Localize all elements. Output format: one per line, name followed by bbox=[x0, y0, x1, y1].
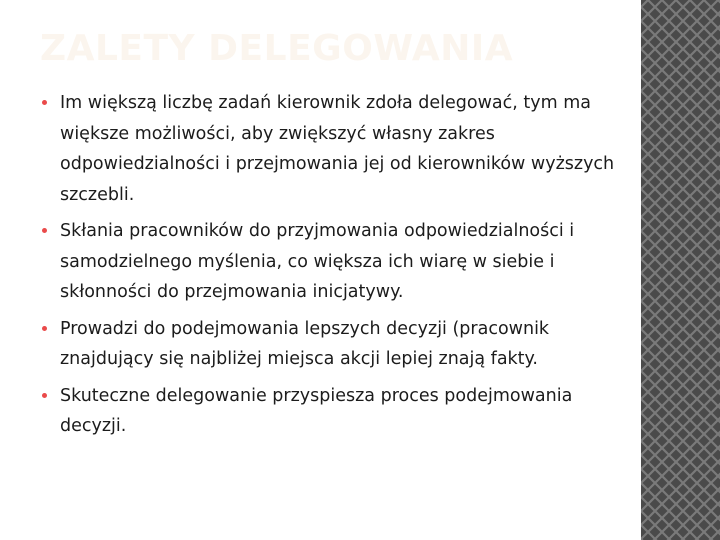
bullet-dot-icon bbox=[42, 326, 47, 331]
bullet-item bbox=[40, 381, 640, 442]
bullet-dot-icon bbox=[42, 393, 47, 398]
slide-title: ZALETY DELEGOWANIA bbox=[40, 28, 514, 69]
bullet-text: Im większą liczbę zadań kierownik zdoła delegować, tym ma większe możliwości, aby zwiększyć własny zakres odpowiedzialności i przejmowania jej od kierowników wyższych szczebli. bbox=[60, 93, 615, 205]
diamond-lattice-pattern-icon bbox=[641, 0, 720, 540]
bullet-text: Skłania pracowników do przyjmowania odpowiedzialności i samodzielnego myślenia, co większa ich wiarę w siebie i skłonności do przejmowania inicjatywy. bbox=[60, 221, 575, 302]
bullet-dot-icon bbox=[42, 100, 47, 105]
bullet-text: Prowadzi do podejmowania lepszych decyzji (pracownik znajdujący się najbliżej miejsca akcji lepiej znają fakty. bbox=[60, 318, 550, 369]
bullet-text: Skuteczne delegowanie przyspiesza proces podejmowania decyzji. bbox=[60, 385, 573, 436]
bullet-dot-icon bbox=[42, 228, 47, 233]
bullet-item bbox=[40, 88, 640, 210]
bullet-item bbox=[40, 314, 640, 375]
bullet-list bbox=[40, 88, 640, 448]
bullet-item bbox=[40, 216, 640, 308]
side-decorative-panel bbox=[641, 0, 720, 540]
